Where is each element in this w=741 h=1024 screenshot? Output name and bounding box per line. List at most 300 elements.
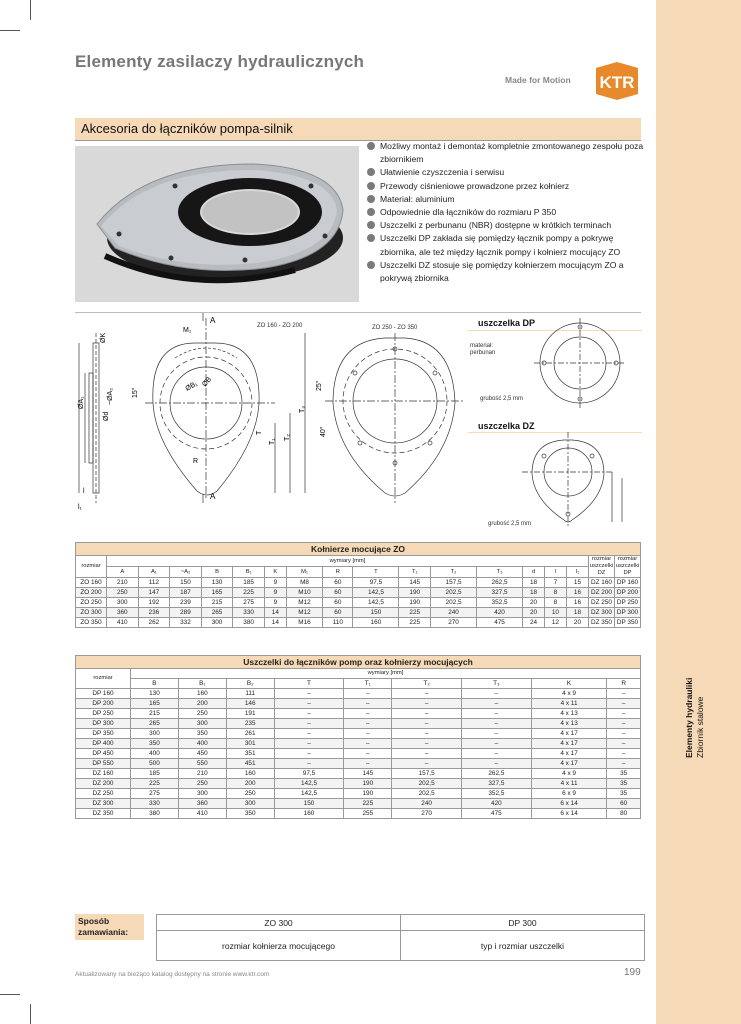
table-cell: 350	[131, 739, 179, 749]
svg-text:M₁: M₁	[183, 327, 192, 334]
table-cell: 20	[566, 618, 588, 628]
bullet-icon	[367, 168, 375, 176]
table-cell: –	[274, 749, 344, 759]
table-zo-gasket-type: DZ	[597, 570, 606, 576]
table-zo-col-header: A₁	[138, 567, 170, 578]
table-cell: 18	[566, 608, 588, 618]
table-cell: 20	[523, 608, 545, 618]
table-cell: 145	[399, 578, 431, 588]
drawing-label-zo-large: ZO 250 - ZO 350	[372, 325, 418, 331]
table-cell: –	[392, 729, 462, 739]
table-cell: 410	[107, 618, 139, 628]
table-cell: 352,5	[462, 789, 532, 799]
bullet-icon	[367, 234, 375, 242]
table-cell: DZ 160	[589, 578, 615, 588]
table-cell: 300	[107, 598, 139, 608]
table-cell: 146	[226, 699, 274, 709]
table-cell: 142,5	[353, 588, 399, 598]
table-cell: 18	[523, 588, 545, 598]
table-row	[76, 709, 641, 719]
table-cell: –	[344, 719, 392, 729]
table-cell: ZO 300	[76, 608, 107, 618]
page-number: 199	[624, 967, 641, 978]
table-cell: 147	[138, 588, 170, 598]
table-cell: 255	[344, 809, 392, 819]
table-cell: 190	[399, 598, 431, 608]
table-cell: –	[274, 689, 344, 699]
table-cell: 360	[178, 799, 226, 809]
bullet-icon	[367, 195, 375, 203]
feature-item: Możliwy montaż i demontaż kompletnie zmontowanego zespołu poza zbiornikiem	[366, 140, 646, 166]
table-cell: ZO 200	[76, 588, 107, 598]
table-cell: 262,5	[462, 769, 532, 779]
table-gaskets-col-header: T₁	[344, 679, 392, 689]
table-zo-col-header: l	[544, 567, 566, 578]
table-cell: 202,5	[392, 779, 462, 789]
table-row	[76, 779, 641, 789]
table-cell: 9	[264, 588, 286, 598]
table-cell: DP 160	[76, 689, 131, 699]
table-cell: 191	[226, 709, 274, 719]
table-zo-col-header: T₁	[399, 567, 431, 578]
table-cell: 35	[607, 779, 641, 789]
table-zo-dims-header: wymiary [mm]	[107, 556, 589, 567]
table-cell: –	[392, 699, 462, 709]
section-title: Akcesoria do łączników pompa-silnik	[81, 121, 293, 136]
table-cell: ZO 250	[76, 598, 107, 608]
table-cell: 265	[131, 719, 179, 729]
table-cell: –	[462, 699, 532, 709]
table-cell: 12	[544, 618, 566, 628]
table-cell: –	[462, 739, 532, 749]
table-cell: 289	[170, 608, 202, 618]
table-zo-col-header: T₂	[431, 567, 477, 578]
table-gaskets-col-header: B₂	[226, 679, 274, 689]
table-cell: –	[462, 749, 532, 759]
tagline: Made for Motion	[505, 75, 571, 85]
table-cell: 380	[233, 618, 265, 628]
table-cell: 190	[399, 588, 431, 598]
table-cell: 130	[201, 578, 233, 588]
table-cell: 250	[107, 588, 139, 598]
table-row	[76, 809, 641, 819]
table-zo-gasket-type: DP	[623, 570, 632, 576]
table-cell: 10	[544, 608, 566, 618]
table-cell: 150	[353, 608, 399, 618]
table-cell: M12	[286, 608, 322, 618]
table-cell: –	[344, 689, 392, 699]
table-cell: 410	[178, 809, 226, 819]
ordering-desc-gasket: typ i rozmiar uszczelki	[401, 931, 645, 961]
table-cell: 4 x 11	[531, 699, 607, 709]
table-cell: 475	[462, 809, 532, 819]
table-cell: 420	[462, 799, 532, 809]
table-cell: 451	[226, 759, 274, 769]
table-cell: –	[607, 709, 641, 719]
table-cell: DP 250	[76, 709, 131, 719]
table-zo-col-header: R	[323, 567, 353, 578]
table-gaskets-dims-header: wymiary [mm]	[131, 669, 641, 679]
table-cell: 360	[107, 608, 139, 618]
table-cell: 187	[170, 588, 202, 598]
table-cell: DP 550	[76, 759, 131, 769]
table-cell: 16	[566, 588, 588, 598]
table-zo-col-header: T₃	[477, 567, 523, 578]
table-cell: –	[607, 699, 641, 709]
table-cell: 275	[233, 598, 265, 608]
product-photo	[75, 146, 359, 302]
table-cell: –	[344, 759, 392, 769]
table-cell: 60	[323, 608, 353, 618]
table-row	[76, 799, 641, 809]
table-cell: 111	[226, 689, 274, 699]
table-cell: 330	[233, 608, 265, 618]
table-cell: 18	[523, 578, 545, 588]
table-cell: 200	[226, 779, 274, 789]
table-cell: –	[607, 689, 641, 699]
table-cell: 157,5	[431, 578, 477, 588]
table-gaskets	[75, 655, 641, 819]
crop-mark	[30, 0, 31, 20]
table-gaskets-col-header: T	[274, 679, 344, 689]
table-cell: 4 x 17	[531, 759, 607, 769]
table-zo-title: Kołnierze mocujące ZO	[76, 543, 641, 556]
table-zo-col-header: l₁	[566, 567, 588, 578]
table-cell: –	[462, 689, 532, 699]
table-cell: 500	[131, 759, 179, 769]
feature-item: Uszczelki z perbunanu (NBR) dostępne w krótkich terminach	[366, 219, 646, 232]
table-cell: DP 200	[615, 588, 641, 598]
table-row	[76, 729, 641, 739]
table-cell: 327,5	[462, 779, 532, 789]
table-cell: 60	[323, 578, 353, 588]
table-cell: 97,5	[274, 769, 344, 779]
table-cell: DP 200	[76, 699, 131, 709]
material-value: perbunan	[470, 350, 496, 356]
table-cell: –	[392, 759, 462, 769]
feature-item: Przewody ciśnieniowe prowadzone przez kołnierz	[366, 180, 646, 193]
table-cell: DP 300	[615, 608, 641, 618]
table-cell: 420	[477, 608, 523, 618]
logo-text: KTR	[599, 73, 635, 92]
table-cell: –	[344, 709, 392, 719]
table-cell: 4 x 13	[531, 709, 607, 719]
table-zo-col-header: A	[107, 567, 139, 578]
table-cell: DZ 200	[76, 779, 131, 789]
table-cell: 14	[264, 608, 286, 618]
table-cell: 265	[201, 608, 233, 618]
table-zo-gasket-header: rozmiar uszczelki DZ	[589, 556, 614, 576]
table-cell: –	[274, 709, 344, 719]
table-cell: –	[344, 729, 392, 739]
table-cell: DP 350	[76, 729, 131, 739]
side-label	[672, 640, 712, 760]
table-cell: 6 x 14	[531, 799, 607, 809]
table-cell: 210	[107, 578, 139, 588]
table-cell: –	[392, 719, 462, 729]
footer-note: Aktualizowany na bieżąco katalog dostępny na stronie www.ktr.com	[75, 971, 270, 978]
table-cell: 97,5	[353, 578, 399, 588]
table-gaskets-title: Uszczelki do łączników pomp oraz kołnierzy mocujących	[76, 656, 641, 669]
ordering-label: Sposób zamawiania:	[75, 914, 144, 940]
table-cell: 6 x 9	[531, 789, 607, 799]
table-zo-col-header: T	[353, 567, 399, 578]
table-cell: ZO 160	[76, 578, 107, 588]
table-cell: –	[274, 729, 344, 739]
table-cell: 7	[544, 578, 566, 588]
table-zo-col-header: B	[201, 567, 233, 578]
svg-text:15°: 15°	[132, 387, 139, 398]
svg-text:Ød: Ød	[103, 411, 110, 421]
crop-mark	[30, 1004, 31, 1024]
table-cell: –	[607, 749, 641, 759]
table-gaskets-col-header: T₃	[462, 679, 532, 689]
table-cell: M10	[286, 588, 322, 598]
table-row	[76, 699, 641, 709]
table-cell: 380	[131, 809, 179, 819]
table-cell: DZ 160	[76, 769, 131, 779]
table-cell: 225	[399, 618, 431, 628]
table-cell: 80	[607, 809, 641, 819]
table-cell: 350	[178, 729, 226, 739]
svg-text:ØA₁: ØA₁	[78, 396, 85, 409]
table-cell: 275	[131, 789, 179, 799]
table-cell: 250	[226, 789, 274, 799]
table-row	[76, 769, 641, 779]
table-cell: DZ 350	[589, 618, 615, 628]
table-row	[76, 689, 641, 699]
table-cell: 400	[178, 739, 226, 749]
table-cell: 165	[201, 588, 233, 598]
table-cell: 300	[226, 799, 274, 809]
table-cell: 262	[138, 618, 170, 628]
table-cell: DP 160	[615, 578, 641, 588]
table-cell: 142,5	[353, 598, 399, 608]
table-row	[76, 608, 641, 618]
table-gaskets-col-header: K	[531, 679, 607, 689]
table-cell: 236	[138, 608, 170, 618]
material-label: materiał:	[470, 343, 494, 349]
table-cell: 142,5	[274, 789, 344, 799]
table-cell: 4 x 11	[531, 779, 607, 789]
table-cell: M8	[286, 578, 322, 588]
table-cell: 9	[264, 578, 286, 588]
table-cell: 332	[170, 618, 202, 628]
feature-item: Materiał: aluminium	[366, 193, 646, 206]
table-cell: 225	[344, 799, 392, 809]
table-row	[76, 719, 641, 729]
table-cell: 9	[264, 598, 286, 608]
table-cell: DP 400	[76, 739, 131, 749]
flange-drawing	[75, 313, 465, 513]
table-cell: DP 450	[76, 749, 131, 759]
gasket-dz-title: uszczelka DZ	[478, 421, 535, 431]
feature-item: Odpowiednie dla łączników do rozmiaru P 350	[366, 206, 646, 219]
table-cell: DP 300	[76, 719, 131, 729]
table-cell: –	[344, 699, 392, 709]
feature-item: Ułatwienie czyszczenia i serwisu	[366, 166, 646, 179]
ordering-table	[156, 914, 645, 961]
gasket-dp-drawing	[520, 318, 640, 413]
table-zo-col-header: d	[523, 567, 545, 578]
table-cell: 202,5	[431, 588, 477, 598]
section-header	[75, 118, 641, 140]
table-cell: –	[607, 719, 641, 729]
table-cell: 15	[566, 578, 588, 588]
bullet-icon	[367, 261, 375, 269]
table-cell: –	[462, 759, 532, 769]
table-cell: 262,5	[477, 578, 523, 588]
svg-text:40°: 40°	[320, 426, 327, 437]
table-cell: DZ 300	[76, 799, 131, 809]
table-row	[76, 739, 641, 749]
table-cell: 165	[131, 699, 179, 709]
table-cell: 60	[323, 598, 353, 608]
table-cell: DZ 250	[589, 598, 615, 608]
table-cell: 270	[431, 618, 477, 628]
table-cell: –	[274, 759, 344, 769]
table-cell: 185	[131, 769, 179, 779]
table-cell: 4 x 17	[531, 729, 607, 739]
table-gaskets-col-header: R	[607, 679, 641, 689]
table-cell: 4 x 13	[531, 719, 607, 729]
table-cell: 8	[544, 598, 566, 608]
table-cell: 250	[178, 779, 226, 789]
table-row	[76, 759, 641, 769]
table-cell: 192	[138, 598, 170, 608]
table-cell: 300	[201, 618, 233, 628]
table-gaskets-col-header: B₁	[178, 679, 226, 689]
table-cell: 327,5	[477, 588, 523, 598]
svg-text:ØK: ØK	[100, 332, 107, 343]
table-cell: 190	[344, 789, 392, 799]
table-cell: DZ 350	[76, 809, 131, 819]
table-cell: 185	[233, 578, 265, 588]
table-cell: 142,5	[274, 779, 344, 789]
svg-text:R: R	[193, 458, 199, 465]
table-cell: ZO 350	[76, 618, 107, 628]
table-cell: –	[344, 739, 392, 749]
table-cell: 240	[431, 608, 477, 618]
bullet-icon	[367, 221, 375, 229]
table-cell: 300	[178, 719, 226, 729]
table-cell: 225	[233, 588, 265, 598]
table-cell: 301	[226, 739, 274, 749]
table-cell: 350	[226, 809, 274, 819]
table-cell: 160	[353, 618, 399, 628]
table-cell: –	[274, 699, 344, 709]
table-row	[76, 598, 641, 608]
svg-text:A: A	[210, 316, 216, 325]
feature-list	[366, 140, 646, 285]
table-cell: 225	[399, 608, 431, 618]
table-cell: M16	[286, 618, 322, 628]
table-cell: 450	[178, 749, 226, 759]
table-cell: 4 x 9	[531, 689, 607, 699]
ordering-example-gasket: DP 300	[401, 915, 645, 931]
table-cell: M12	[286, 598, 322, 608]
bullet-icon	[367, 142, 375, 150]
side-label-line2: Zbiornik stalowe	[695, 696, 705, 758]
table-cell: 330	[131, 799, 179, 809]
table-cell: 157,5	[392, 769, 462, 779]
feature-item: Uszczelki DZ stosuje się pomiędzy kołnierzem mocującym ZO a pokrywą zbiornika	[366, 259, 646, 285]
table-cell: –	[607, 759, 641, 769]
table-cell: 190	[344, 779, 392, 789]
table-cell: 475	[477, 618, 523, 628]
table-cell: 300	[178, 789, 226, 799]
table-cell: 35	[607, 769, 641, 779]
table-cell: 60	[607, 799, 641, 809]
table-cell: –	[462, 729, 532, 739]
table-row	[76, 578, 641, 588]
drawing-label-zo-small: ZO 160 - ZO 200	[257, 323, 303, 329]
crop-mark	[0, 994, 20, 995]
table-cell: 160	[226, 769, 274, 779]
table-cell: –	[344, 749, 392, 759]
table-row	[76, 618, 641, 628]
table-cell: –	[607, 739, 641, 749]
table-cell: 160	[178, 689, 226, 699]
table-cell: 270	[392, 809, 462, 819]
svg-text:25°: 25°	[316, 380, 323, 391]
table-cell: 112	[138, 578, 170, 588]
table-cell: 24	[523, 618, 545, 628]
table-cell: 210	[178, 769, 226, 779]
table-cell: 20	[523, 598, 545, 608]
table-cell: –	[392, 689, 462, 699]
table-cell: 6 x 14	[531, 809, 607, 819]
table-cell: DP 250	[615, 598, 641, 608]
table-zo-col-header: K	[264, 567, 286, 578]
side-band	[656, 0, 741, 1024]
feature-item: Uszczelki DP zakłada się pomiędzy łącznik pompy a pokrywę zbiornika, ale też między łącznik pompy i kołnierz mocujący ZO	[366, 232, 646, 258]
table-zo	[75, 542, 641, 628]
table-cell: 400	[131, 749, 179, 759]
crop-mark	[0, 30, 20, 31]
table-zo-col-header: M₁	[286, 567, 322, 578]
table-row	[76, 588, 641, 598]
bullet-icon	[367, 208, 375, 216]
bullet-icon	[367, 182, 375, 190]
table-cell: 215	[131, 709, 179, 719]
table-cell: –	[274, 719, 344, 729]
svg-text:~ØA₂: ~ØA₂	[107, 388, 114, 405]
table-cell: 200	[178, 699, 226, 709]
table-cell: 4 x 9	[531, 769, 607, 779]
side-label-line1: Elementy hydrauliki	[684, 677, 694, 758]
table-cell: 235	[226, 719, 274, 729]
svg-text:l: l	[83, 488, 85, 495]
table-cell: DZ 250	[76, 789, 131, 799]
table-zo-gasket-header: rozmiar uszczelki DP	[615, 556, 640, 576]
table-zo-col-header: B₁	[233, 567, 265, 578]
table-cell: 261	[226, 729, 274, 739]
table-cell: 150	[274, 799, 344, 809]
table-cell: –	[392, 739, 462, 749]
table-cell: 239	[170, 598, 202, 608]
table-cell: 351	[226, 749, 274, 759]
table-cell: 4 x 17	[531, 749, 607, 759]
ordering-desc-flange: rozmiar kołnierza mocującego	[157, 931, 401, 961]
table-cell: 215	[201, 598, 233, 608]
table-cell: 110	[323, 618, 353, 628]
table-row	[76, 789, 641, 799]
svg-text:A: A	[210, 492, 216, 501]
table-cell: 145	[344, 769, 392, 779]
svg-text:ØB: ØB	[201, 376, 214, 389]
table-cell: DZ 200	[589, 588, 615, 598]
